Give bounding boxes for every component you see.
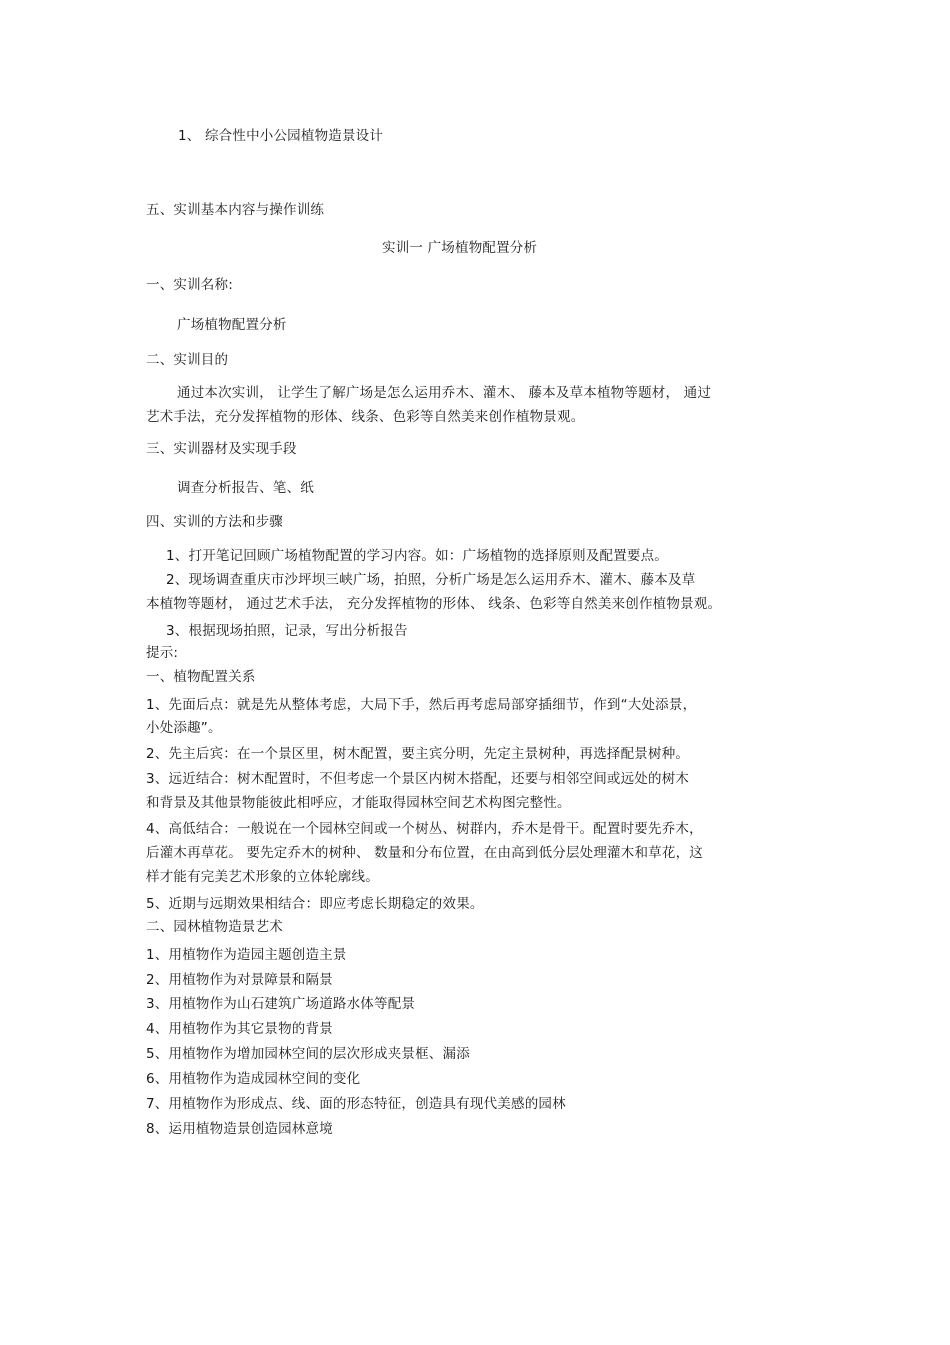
section-3-body: 调查分析报告、笔、纸 <box>177 480 314 496</box>
art-item: 5、用植物作为增加园林空间的层次形成夹景框、漏添 <box>146 1046 470 1062</box>
art-item: 3、用植物作为山石建筑广场道路水体等配景 <box>146 996 416 1012</box>
tip-3-line-1: 3、远近结合：树木配置时，不但考虑一个景区内树木搭配，还要与相邻空间或远处的树木 <box>146 771 690 787</box>
section-5-heading: 五、实训基本内容与操作训练 <box>146 202 325 218</box>
section-4-heading: 四、实训的方法和步骤 <box>146 514 283 530</box>
art-item: 7、用植物作为形成点、线、面的形态特征，创造具有现代美感的园林 <box>146 1096 566 1112</box>
tip-4-line-2: 后灌木再草花。 要先定乔木的树种、 数量和分布位置，在由高到低分层处理灌木和草花，这 <box>146 845 703 861</box>
tip-4-line-3: 样才能有完美艺术形象的立体轮廓线。 <box>146 869 379 885</box>
step-2-line-1: 2、现场调查重庆市沙坪坝三峡广场，拍照，分析广场是怎么运用乔木、灌木、藤本及草 <box>166 572 696 588</box>
art-item: 2、用植物作为对景障景和隔景 <box>146 972 333 988</box>
section-3-heading: 三、实训器材及实现手段 <box>146 441 297 457</box>
tips-heading-2: 二、园林植物造景艺术 <box>146 919 283 935</box>
art-item: 1、用植物作为造园主题创造主景 <box>146 947 347 963</box>
section-2-body-line-2: 艺术手法，充分发挥植物的形体、线条、色彩等自然美来创作植物景观。 <box>146 409 585 425</box>
art-item: 4、用植物作为其它景物的背景 <box>146 1021 333 1037</box>
tip-1-line-1: 1、先面后点：就是先从整体考虑，大局下手，然后再考虑局部穿插细节，作到“大处添景， <box>146 697 697 713</box>
tip-5: 5、近期与远期效果相结合：即应考虑长期稳定的效果。 <box>146 896 484 912</box>
step-3: 3、根据现场拍照，记录，写出分析报告 <box>166 623 408 639</box>
tips-heading-1: 一、植物配置关系 <box>146 669 256 685</box>
tip-3-line-2: 和背景及其他景物能彼此相呼应，才能取得园林空间艺术构图完整性。 <box>146 795 571 811</box>
art-item: 6、用植物作为造成园林空间的变化 <box>146 1071 361 1087</box>
section-1-body: 广场植物配置分析 <box>177 317 287 333</box>
tips-label: 提示: <box>146 645 179 661</box>
art-item: 8、运用植物造景创造园林意境 <box>146 1121 333 1137</box>
section-2-body-line-1: 通过本次实训， 让学生了解广场是怎么运用乔木、灌木、 藤本及草本植物等题材， 通过 <box>177 385 712 401</box>
item-comprehensive-park-design: 1、 综合性中小公园植物造景设计 <box>178 128 384 144</box>
tip-4-line-1: 4、高低结合：一般说在一个园林空间或一个树丛、树群内，乔木是骨干。配置时要先乔木， <box>146 821 703 837</box>
step-2-line-2: 本植物等题材， 通过艺术手法， 充分发挥植物的形体、 线条、色彩等自然美来创作植物景观。 <box>146 596 722 612</box>
section-2-heading: 二、实训目的 <box>146 352 229 368</box>
step-1: 1、打开笔记回顾广场植物配置的学习内容。如：广场植物的选择原则及配置要点。 <box>166 548 668 564</box>
tip-2: 2、先主后宾：在一个景区里，树木配置，要主宾分明，先定主景树种，再选择配景树种。 <box>146 746 690 762</box>
tip-1-line-2: 小处添趣”。 <box>146 720 222 736</box>
training-title: 实训一 广场植物配置分析 <box>382 240 538 256</box>
section-1-heading: 一、实训名称: <box>146 277 233 293</box>
